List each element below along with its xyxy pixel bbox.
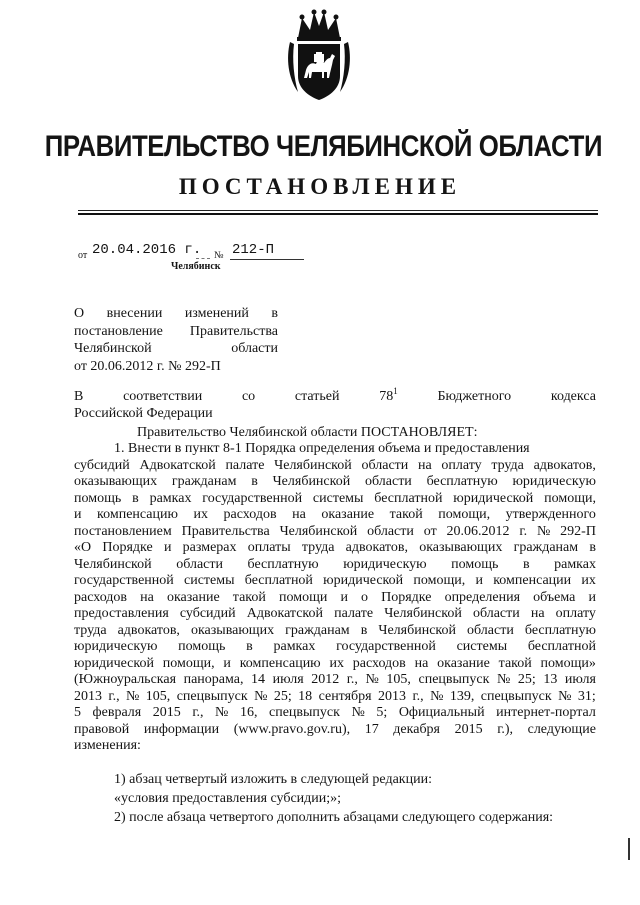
item-1-line: 5 февраля 2015 г., № 16, спецвыпуск № 5; Официальный интернет-портал (74, 705, 596, 720)
subject-line: Челябинской области (74, 341, 278, 356)
document-number: 212-П (232, 242, 275, 258)
item-1-line: правовой информации (www.pravo.gov.ru), 17 декабря 2015 г.), следующие (74, 721, 596, 737)
item-1-line: Челябинской области бесплатную юридическую помощь в рамках (74, 556, 596, 572)
item-1-line: (Южноуральская панорама, 14 июля 2012 г., № 105, спецвыпуск № 25; 13 июля (74, 672, 596, 687)
coat-of-arms-emblem (284, 8, 354, 104)
item-1-line: «О Порядке и размерах оплаты труда адвокатов, оказывающих гражданам в (74, 540, 596, 555)
number-label: № (214, 250, 224, 261)
item-1-line: труда адвокатов, оказывающих гражданам в Челябинской области бесплатную (74, 622, 596, 638)
item-1-line: расходов на оказание такой помощи и о Порядке определения объема и (74, 589, 596, 605)
number-underline (230, 259, 304, 260)
item-1-line: оказывающих гражданам в Челябинской области бесплатную юридическую (74, 474, 596, 489)
item-1-line: государственной системы бесплатной юридической помощи, и компенсации их (74, 573, 596, 588)
subject-line: О внесении изменений в (74, 306, 278, 321)
article-number: $78^1$ (379, 386, 398, 404)
government-title: ПРАВИТЕЛЬСТВО ЧЕЛЯБИНСКОЙ ОБЛАСТИ (44, 130, 603, 163)
sub-items (74, 770, 596, 827)
sub-item-line: 1) абзац четвертый изложить в следующей редакции: (114, 772, 432, 787)
preamble (74, 386, 596, 422)
item-1-line: помощь в рамках государственной системы бесплатной юридической помощи, (74, 490, 596, 506)
preamble-line: Российской Федерации (74, 405, 213, 421)
subject-block (74, 305, 278, 375)
subject-line: от 20.06.2012 г. № 292-П (74, 358, 221, 374)
scan-edge-mark (628, 838, 630, 860)
item-1-line: и компенсацию их расходов на оказание такой помощи, утвержденного (74, 507, 596, 522)
item-1-paragraph (74, 441, 596, 755)
date-underline (196, 258, 210, 259)
date-from-label: от (78, 250, 88, 261)
header-rule-thin (78, 210, 598, 211)
header-rule-thick (78, 213, 598, 215)
resolves-line: Правительство Челябинской области ПОСТАНОВЛЯЕТ: (137, 425, 478, 440)
item-1-line: 1. Внести в пункт 8-1 Порядка определения объема и предоставления (114, 441, 530, 456)
document-date: 20.04.2016 г. (92, 242, 202, 258)
item-1-line: юридическую помощь в рамках государственной системы бесплатной (74, 639, 596, 654)
item-1-line: предоставления субсидий Адвокатской палате Челябинской области на оплату (74, 606, 596, 621)
item-1-line: юридической помощи, и компенсацию их расходов на оказание такой помощи» (74, 655, 596, 671)
item-1-line: субсидий Адвокатской палате Челябинской области на оплату труда адвокатов, (74, 457, 596, 473)
city-label: Челябинск (171, 261, 221, 272)
sub-item-line: «условия предоставления субсидии;»; (114, 791, 342, 806)
preamble-line: В соответствии со статьей $78^1$ Бюджетного кодекса (74, 386, 596, 404)
subject-line: постановление Правительства (74, 323, 278, 339)
resolves-block (74, 425, 596, 442)
document-type-title: ПОСТАНОВЛЕНИЕ (178, 174, 462, 199)
item-1-line: 2013 г., № 105, спецвыпуск № 25; 18 сентября 2013 г., № 139, спецвыпуск № 31; (74, 688, 596, 704)
item-1-line: изменения: (74, 738, 141, 753)
sub-item-line: 2) после абзаца четвертого дополнить абзацами следующего содержания: (114, 810, 554, 825)
item-1-line: постановлением Правительства Челябинской области от 20.06.2012 г. № 292-П (74, 523, 596, 539)
